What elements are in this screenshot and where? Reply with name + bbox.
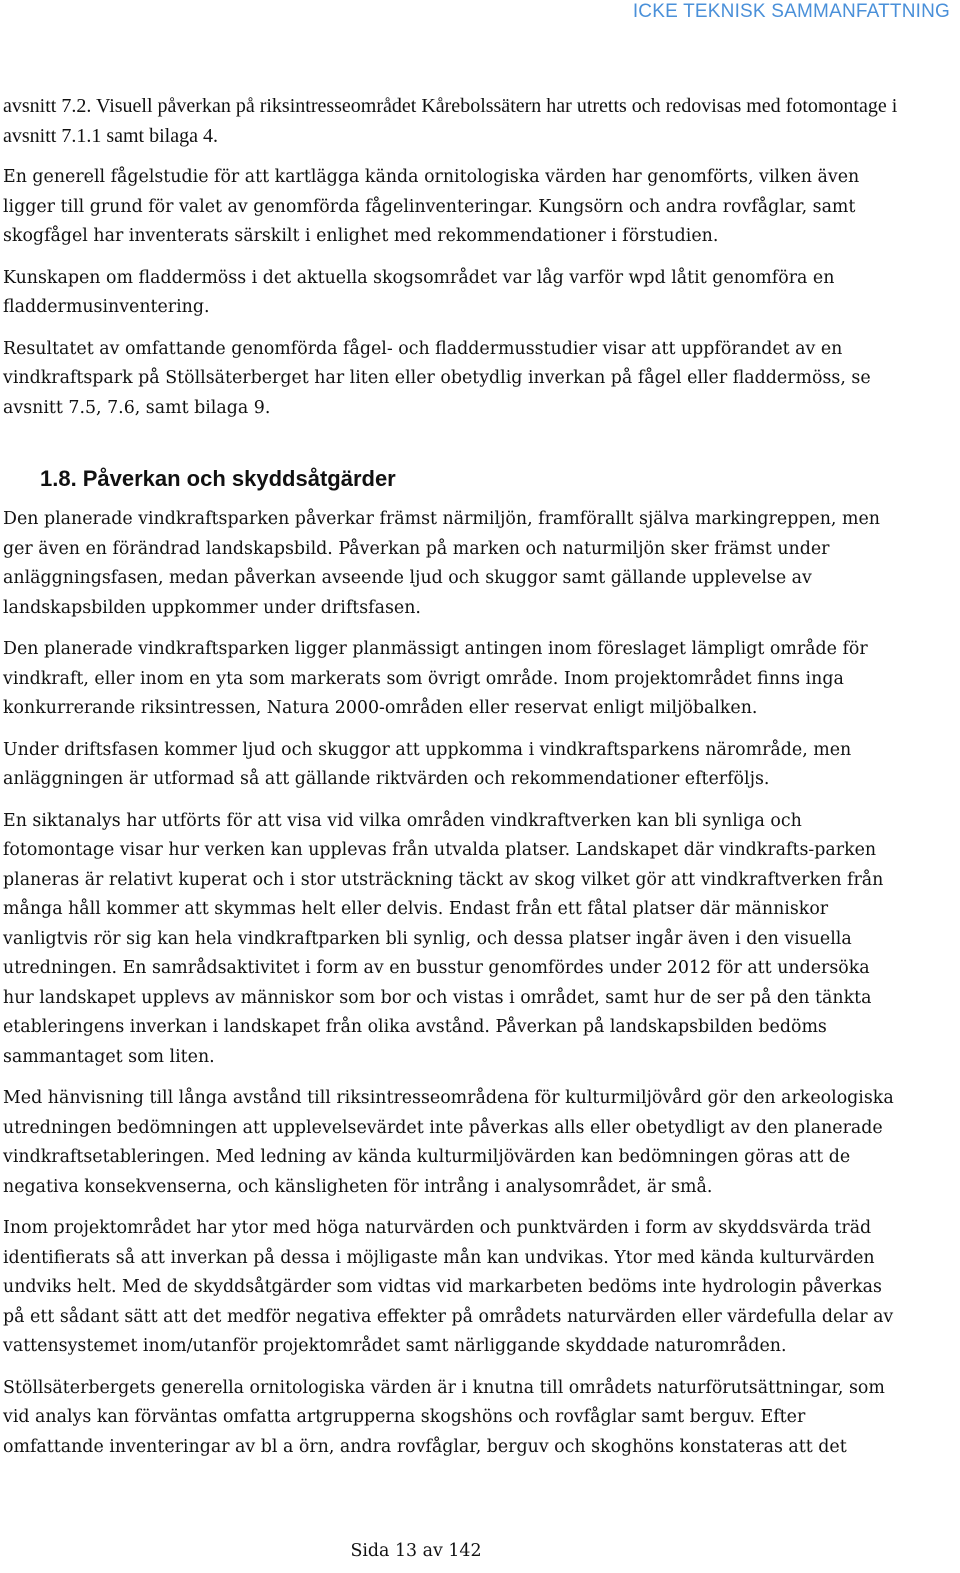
paragraph: Stöllsäterbergets generella ornitologiska värden är i knutna till områdets naturförutsättningar, som vid analys kan förväntas omfatta artgrupperna skogshöns och rovfåglar samt berguv. Efter omfattande inventeringar av bl a örn, andra rovfåglar, berguv och skoghöns konstateras att det [3,1377,885,1457]
document-body [3,92,903,1474]
paragraph: avsnitt 7.2. Visuell påverkan på riksintresseområdet Kårebolssätern har utretts och redovisas med fotomontage i avsnitt 7.1.1 samt bilaga 4. [3,95,898,147]
paragraph: Den planerade vindkraftsparken ligger planmässigt antingen inom föreslaget lämpligt område för vindkraft, eller inom en yta som markerats som övrigt område. Inom projektområdet finns inga konkurrerande riksintressen, Natura 2000-områden eller reservat enligt miljöbalken. [3,639,868,718]
paragraph: Under driftsfasen kommer ljud och skuggor att uppkomma i vindkraftsparkens närområde, men anläggningen är utformad så att gällande riktvärden och rekommendationer efterföljs. [3,739,852,789]
paragraph: En siktanalys har utförts för att visa vid vilka områden vindkraftverken kan bli synliga och fotomontage visar hur verken kan upplevas från utvalda platser. Landskapet där vindkrafts-parken planeras är relativt kuperat och i stor utsträckning täckt av skog vilket gör att vindkraftverken från många håll kommer att skymmas helt eller delvis. Endast från ett fåtal platser där människor vanligtvis rör sig kan hela vindkraftparken bli synlig, och dessa platser ingår även i den visuella utredningen. En samrådsaktivitet i form av en busstur genomfördes under 2012 för att undersöka hur landskapet upplevs av människor som bor och vistas i området, samt hur de ser på den tänkta etableringens inverkan i landskapet från olika avstånd. Påverkan på landskapsbilden bedöms sammantaget som liten. [3,810,884,1067]
section-title: Påverkan och skyddsåtgärder [82,466,396,491]
paragraph: En generell fågelstudie för att kartlägga kända ornitologiska värden har genomförts, vilken även ligger till grund för valet av genomförda fågelinventeringar. Kungsörn och andra rovfåglar, samt skogfågel har inventerats särskilt i enlighet med rekommendationer i förstudien. [3,167,860,246]
document-header-title: ICKE TEKNISK SAMMANFATTNING [632,1,950,22]
paragraph: Resultatet av omfattande genomförda fågel- och fladdermusstudier visar att uppförandet av en vindkraftspark på Stöllsäterberget har liten eller obetydlig inverkan på fågel eller fladdermöss, se avsnitt 7.5, 7.6, samt bilaga 9. [3,338,871,418]
section-number: 1.8. [40,466,77,491]
paragraph: Den planerade vindkraftsparken påverkar främst närmiljön, framförallt själva markingreppen, men ger även en förändrad landskapsbild. Påverkan på marken och naturmiljön sker främst under anläggningsfasen, medan påverkan avseende ljud och skuggor samt gällande upplevelse av landskapsbilden uppkommer under driftsfasen. [3,509,880,618]
paragraph: Kunskapen om fladdermöss i det aktuella skogsområdet var låg varför wpd låtit genomföra en fladdermusinventering. [3,267,835,317]
section-heading [40,465,903,493]
paragraph: Inom projektområdet har ytor med höga naturvärden och punktvärden i form av skyddsvärda träd identifierats så att inverkan på dessa i möjligaste mån kan undvikas. Ytor med kända kulturvärden undviks helt. Med de skyddsåtgärder som vidtas vid markarbeten bedöms inte hydrologin påverkas på ett sådant sätt att det medför negativa effekter på områdets naturvärden eller värdefulla delar av vattensystemet inom/utanför projektområdet samt närliggande skyddade naturområden. [3,1218,894,1356]
paragraph: Med hänvisning till långa avstånd till riksintresseområdena för kulturmiljövård gör den arkeologiska utredningen bedömningen att upplevelsevärdet inte påverkas alls eller obetydligt av den planerade vindkraftsetableringen. Med ledning av kända kulturmiljövärden kan bedömningen göras att de negativa konsekvenserna, och känsligheten för intrång i analysområdet, är små. [3,1088,894,1197]
page-number: Sida 13 av 142 [350,1541,482,1561]
